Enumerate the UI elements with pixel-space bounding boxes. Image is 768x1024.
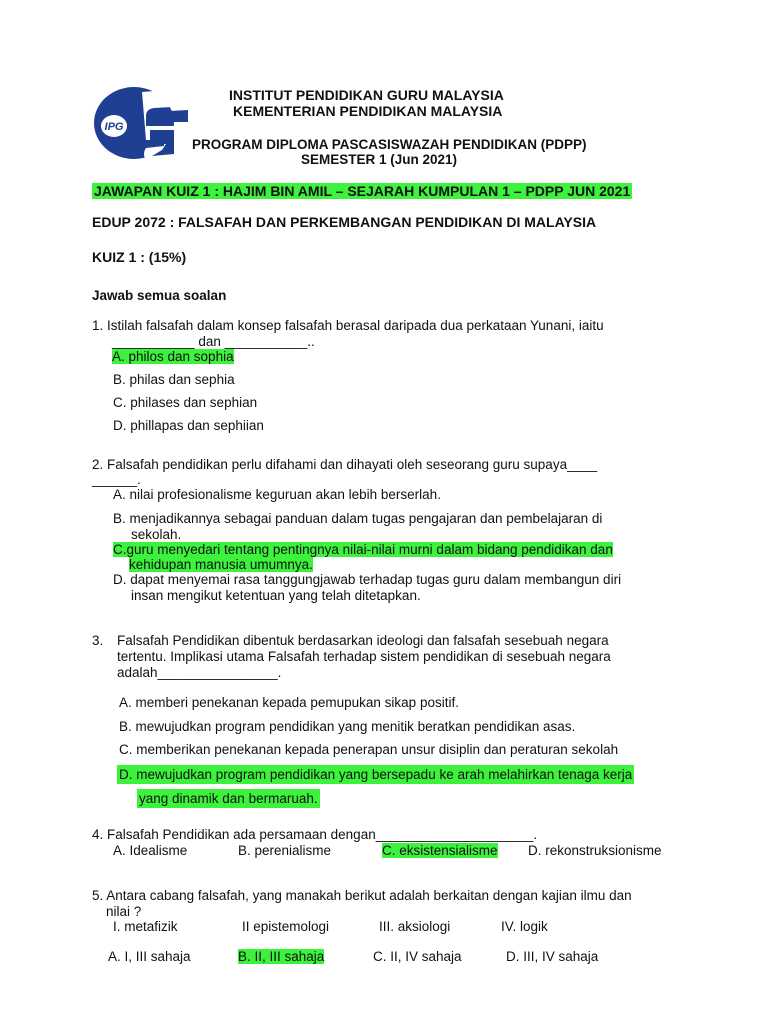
q4-option-a: A. Idealisme bbox=[113, 843, 188, 858]
ipg-logo bbox=[92, 82, 192, 164]
q5-option-c: C. II, IV sahaja bbox=[373, 949, 462, 964]
header-institute: INSTITUT PENDIDIKAN GURU MALAYSIA bbox=[229, 87, 504, 103]
q5-item-iv: IV. logik bbox=[501, 919, 548, 934]
q2-option-c-line1: C.guru menyedari tentang pentingnya nilai-nilai murni dalam bidang pendidikan dan bbox=[113, 542, 613, 557]
instruction: Jawab semua soalan bbox=[92, 288, 227, 303]
q5-stem-line1: 5. Antara cabang falsafah, yang manakah berikut adalah berkaitan dengan kajian ilmu dan bbox=[92, 888, 632, 903]
q2-option-c-line2: kehidupan manusia umumnya. bbox=[129, 557, 313, 572]
q4-option-d: D. rekonstruksionisme bbox=[528, 843, 662, 858]
q5-stem-line2: nilai ? bbox=[106, 904, 142, 919]
q4-stem: 4. Falsafah Pendidikan ada persamaan dengan_____________________. bbox=[92, 827, 538, 842]
q5-option-b: B. II, III sahaja bbox=[238, 949, 325, 964]
q2-option-b-line2: sekolah. bbox=[131, 527, 182, 542]
q3-stem-line2: tertentu. Implikasi utama Falsafah terhadap sistem pendidikan di sesebuah negara bbox=[117, 649, 611, 664]
q2-option-b-line1: B. menjadikannya sebagai panduan dalam tugas pengajaran dan pembelajaran di bbox=[113, 511, 603, 526]
q1-option-d: D. phillapas dan sephiian bbox=[113, 418, 264, 433]
q3-stem-line1: Falsafah Pendidikan dibentuk berdasarkan ideologi dan falsafah sesebuah negara bbox=[117, 633, 609, 648]
q4-option-c: C. eksistensialisme bbox=[382, 843, 498, 858]
header-program: PROGRAM DIPLOMA PASCASISWAZAH PENDIDIKAN (PDPP) bbox=[192, 137, 587, 152]
q3-option-d-line1: D. mewujudkan program pendidikan yang bersepadu ke arah melahirkan tenaga kerja bbox=[119, 767, 633, 782]
q2-option-a: A. nilai profesionalisme keguruan akan lebih berserlah. bbox=[113, 487, 441, 502]
q5-option-a: A. I, III sahaja bbox=[108, 949, 191, 964]
q3-option-d-line2: yang dinamik dan bermaruah. bbox=[139, 791, 318, 806]
header-semester: SEMESTER 1 (Jun 2021) bbox=[301, 152, 458, 167]
q3-option-c: C. memberikan penekanan kepada penerapan unsur disiplin dan peraturan sekolah bbox=[119, 742, 619, 757]
q1-option-b: B. philas dan sephia bbox=[113, 372, 235, 387]
q1-stem-line1: 1. Istilah falsafah dalam konsep falsafah berasal daripada dua perkataan Yunani, iaitu bbox=[92, 318, 604, 333]
q5-item-ii: II epistemologi bbox=[242, 919, 330, 934]
header-ministry: KEMENTERIAN PENDIDIKAN MALAYSIA bbox=[233, 103, 503, 119]
q2-stem-line1: 2. Falsafah pendidikan perlu difahami dan dihayati oleh seseorang guru supaya____ bbox=[92, 457, 598, 472]
course-title: EDUP 2072 : FALSAFAH DAN PERKEMBANGAN PENDIDIKAN DI MALAYSIA bbox=[92, 214, 597, 230]
q2-option-d-line2: insan mengikut ketentuan yang telah ditetapkan. bbox=[131, 588, 421, 603]
q3-option-b: B. mewujudkan program pendidikan yang menitik beratkan pendidikan asas. bbox=[119, 719, 576, 734]
quiz-title: KUIZ 1 : (15%) bbox=[92, 249, 187, 265]
q1-option-c: C. philases dan sephian bbox=[113, 395, 258, 410]
q5-item-iii: III. aksiologi bbox=[379, 919, 451, 934]
answer-banner: JAWAPAN KUIZ 1 : HAJIM BIN AMIL – SEJARAH KUMPULAN 1 – PDPP JUN 2021 bbox=[94, 183, 631, 199]
q2-option-d-line1: D. dapat menyemai rasa tanggungjawab terhadap tugas guru dalam membangun diri bbox=[113, 572, 622, 587]
q2-stem-line2: ______. bbox=[92, 472, 141, 487]
logo-text: IPG bbox=[104, 121, 124, 133]
q3-number: 3. bbox=[92, 633, 104, 648]
q4-option-b: B. perenialisme bbox=[238, 843, 332, 858]
q3-stem-line3: adalah________________. bbox=[117, 665, 282, 680]
q1-stem-line2: ___________ dan ___________.. bbox=[112, 334, 315, 349]
q3-option-a: A. memberi penekanan kepada pemupukan sikap positif. bbox=[119, 695, 459, 710]
q5-item-i: I. metafizik bbox=[113, 919, 178, 934]
q1-option-a: A. philos dan sophia bbox=[112, 349, 234, 364]
q5-option-d: D. III, IV sahaja bbox=[506, 949, 599, 964]
